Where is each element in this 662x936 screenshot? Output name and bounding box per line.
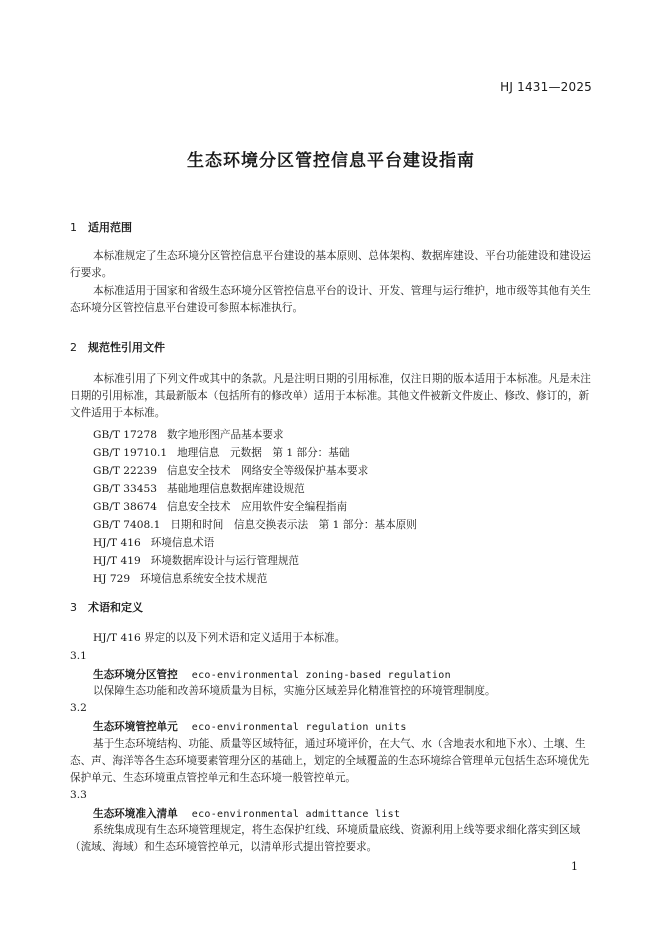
reference-item — [93, 534, 417, 552]
reference-name: 基础地理信息数据库建设规范 — [166, 483, 305, 495]
paragraph-text: 本标准规定了生态环境分区管控信息平台建设的基本原则、总体架构、数据库建设、平台功能建设和建设运行要求。 — [70, 250, 591, 279]
paragraph-text: 本标准适用于国家和省级生态环境分区管控信息平台的设计、开发、管理与运行维护，地市级等其他有关生态环境分区管控信息平台建设可参照本标准执行。 — [70, 285, 591, 314]
definition-text: 基于生态环境结构、功能、质量等区域特征，通过环境评价，在大气、水（含地表水和地下水）、土壤、生态、声、海洋等各生态环境要素管理分区的基础上，划定的全域覆盖的生态环境综合管理单元包括生态环境优先保护单元、生态环境重点管控单元和生态环境一般管控单元。 — [70, 738, 590, 784]
reference-name: 数字地形图产品基本要求 — [166, 429, 284, 441]
term-english: eco-environmental zoning-based regulation — [191, 670, 451, 681]
reference-code: GB/T 33453 — [93, 483, 157, 495]
reference-code: HJ 729 — [93, 573, 131, 585]
section-2-heading — [70, 339, 165, 355]
term-heading — [93, 806, 400, 821]
term-number: 3.1 — [70, 650, 87, 662]
reference-name: 信息安全技术 网络安全等级保护基本要求 — [166, 465, 369, 477]
reference-item — [93, 426, 417, 444]
reference-code: GB/T 19710.1 — [93, 447, 168, 459]
reference-list — [93, 426, 417, 588]
term-definition — [70, 736, 593, 787]
term-definition — [70, 822, 593, 856]
section-number: 3 — [70, 601, 77, 614]
reference-code: GB/T 7408.1 — [93, 519, 161, 531]
definition-text: 以保障生态功能和改善环境质量为目标，实施分区域差异化精准管控的环境管理制度。 — [93, 685, 496, 697]
reference-item — [93, 570, 417, 588]
section-number: 1 — [70, 221, 77, 234]
reference-name: 环境数据库设计与运行管理规范 — [150, 555, 300, 567]
reference-name: 日期和时间 信息交换表示法 第 1 部分：基本原则 — [170, 519, 417, 531]
reference-item — [93, 480, 417, 498]
paragraph-text: 本标准引用了下列文件或其中的条款。凡是注明日期的引用标准，仅注日期的版本适用于本标准。凡是未注日期的引用标准，其最新版本（包括所有的修改单）适用于本标准。其他文件被新文件废止、修改、修订的，新文件适用于本标准。 — [70, 373, 591, 419]
paragraph-text: HJ/T 416 界定的以及下列术语和定义适用于本标准。 — [93, 632, 346, 644]
reference-name: 地理信息 元数据 第 1 部分：基础 — [177, 447, 350, 459]
term-number: 3.2 — [70, 702, 87, 714]
term-heading — [93, 667, 451, 682]
reference-code: HJ/T 416 — [93, 537, 141, 549]
section-number: 2 — [70, 341, 77, 354]
paragraph — [70, 248, 593, 282]
reference-item — [93, 498, 417, 516]
section-1-heading — [70, 219, 132, 235]
document-title: 生态环境分区管控信息平台建设指南 — [187, 151, 475, 171]
term-heading — [93, 719, 407, 734]
definition-text: 系统集成现有生态环境管理规定，将生态保护红线、环境质量底线、资源利用上线等要求细化落实到区域（流域、海域）和生态环境管控单元，以清单形式提出管控要求。 — [70, 824, 581, 853]
reference-code: HJ/T 419 — [93, 555, 141, 567]
reference-item — [93, 552, 417, 570]
reference-code: GB/T 38674 — [93, 501, 157, 513]
term-definition — [70, 683, 593, 700]
reference-name: 环境信息术语 — [150, 537, 215, 549]
reference-item — [93, 462, 417, 480]
reference-name: 环境信息系统安全技术规范 — [140, 573, 268, 585]
term-number: 3.3 — [70, 789, 87, 801]
reference-item — [93, 516, 417, 534]
term-english: eco-environmental regulation units — [191, 722, 407, 733]
term-english: eco-environmental admittance list — [191, 809, 401, 820]
paragraph — [70, 283, 593, 317]
paragraph — [70, 630, 593, 647]
term-chinese: 生态环境管控单元 — [93, 721, 178, 733]
term-chinese: 生态环境分区管控 — [93, 669, 178, 681]
reference-name: 信息安全技术 应用软件安全编程指南 — [166, 501, 348, 513]
page-number: 1 — [571, 860, 578, 873]
reference-code: GB/T 17278 — [93, 429, 157, 441]
term-chinese: 生态环境准入清单 — [93, 808, 178, 820]
reference-code: GB/T 22239 — [93, 465, 157, 477]
paragraph — [70, 371, 593, 422]
standard-code: HJ 1431—2025 — [500, 80, 592, 94]
section-title: 适用范围 — [88, 221, 132, 234]
section-title: 规范性引用文件 — [88, 341, 165, 354]
section-3-heading — [70, 599, 143, 615]
reference-item — [93, 444, 417, 462]
section-title: 术语和定义 — [88, 601, 143, 614]
